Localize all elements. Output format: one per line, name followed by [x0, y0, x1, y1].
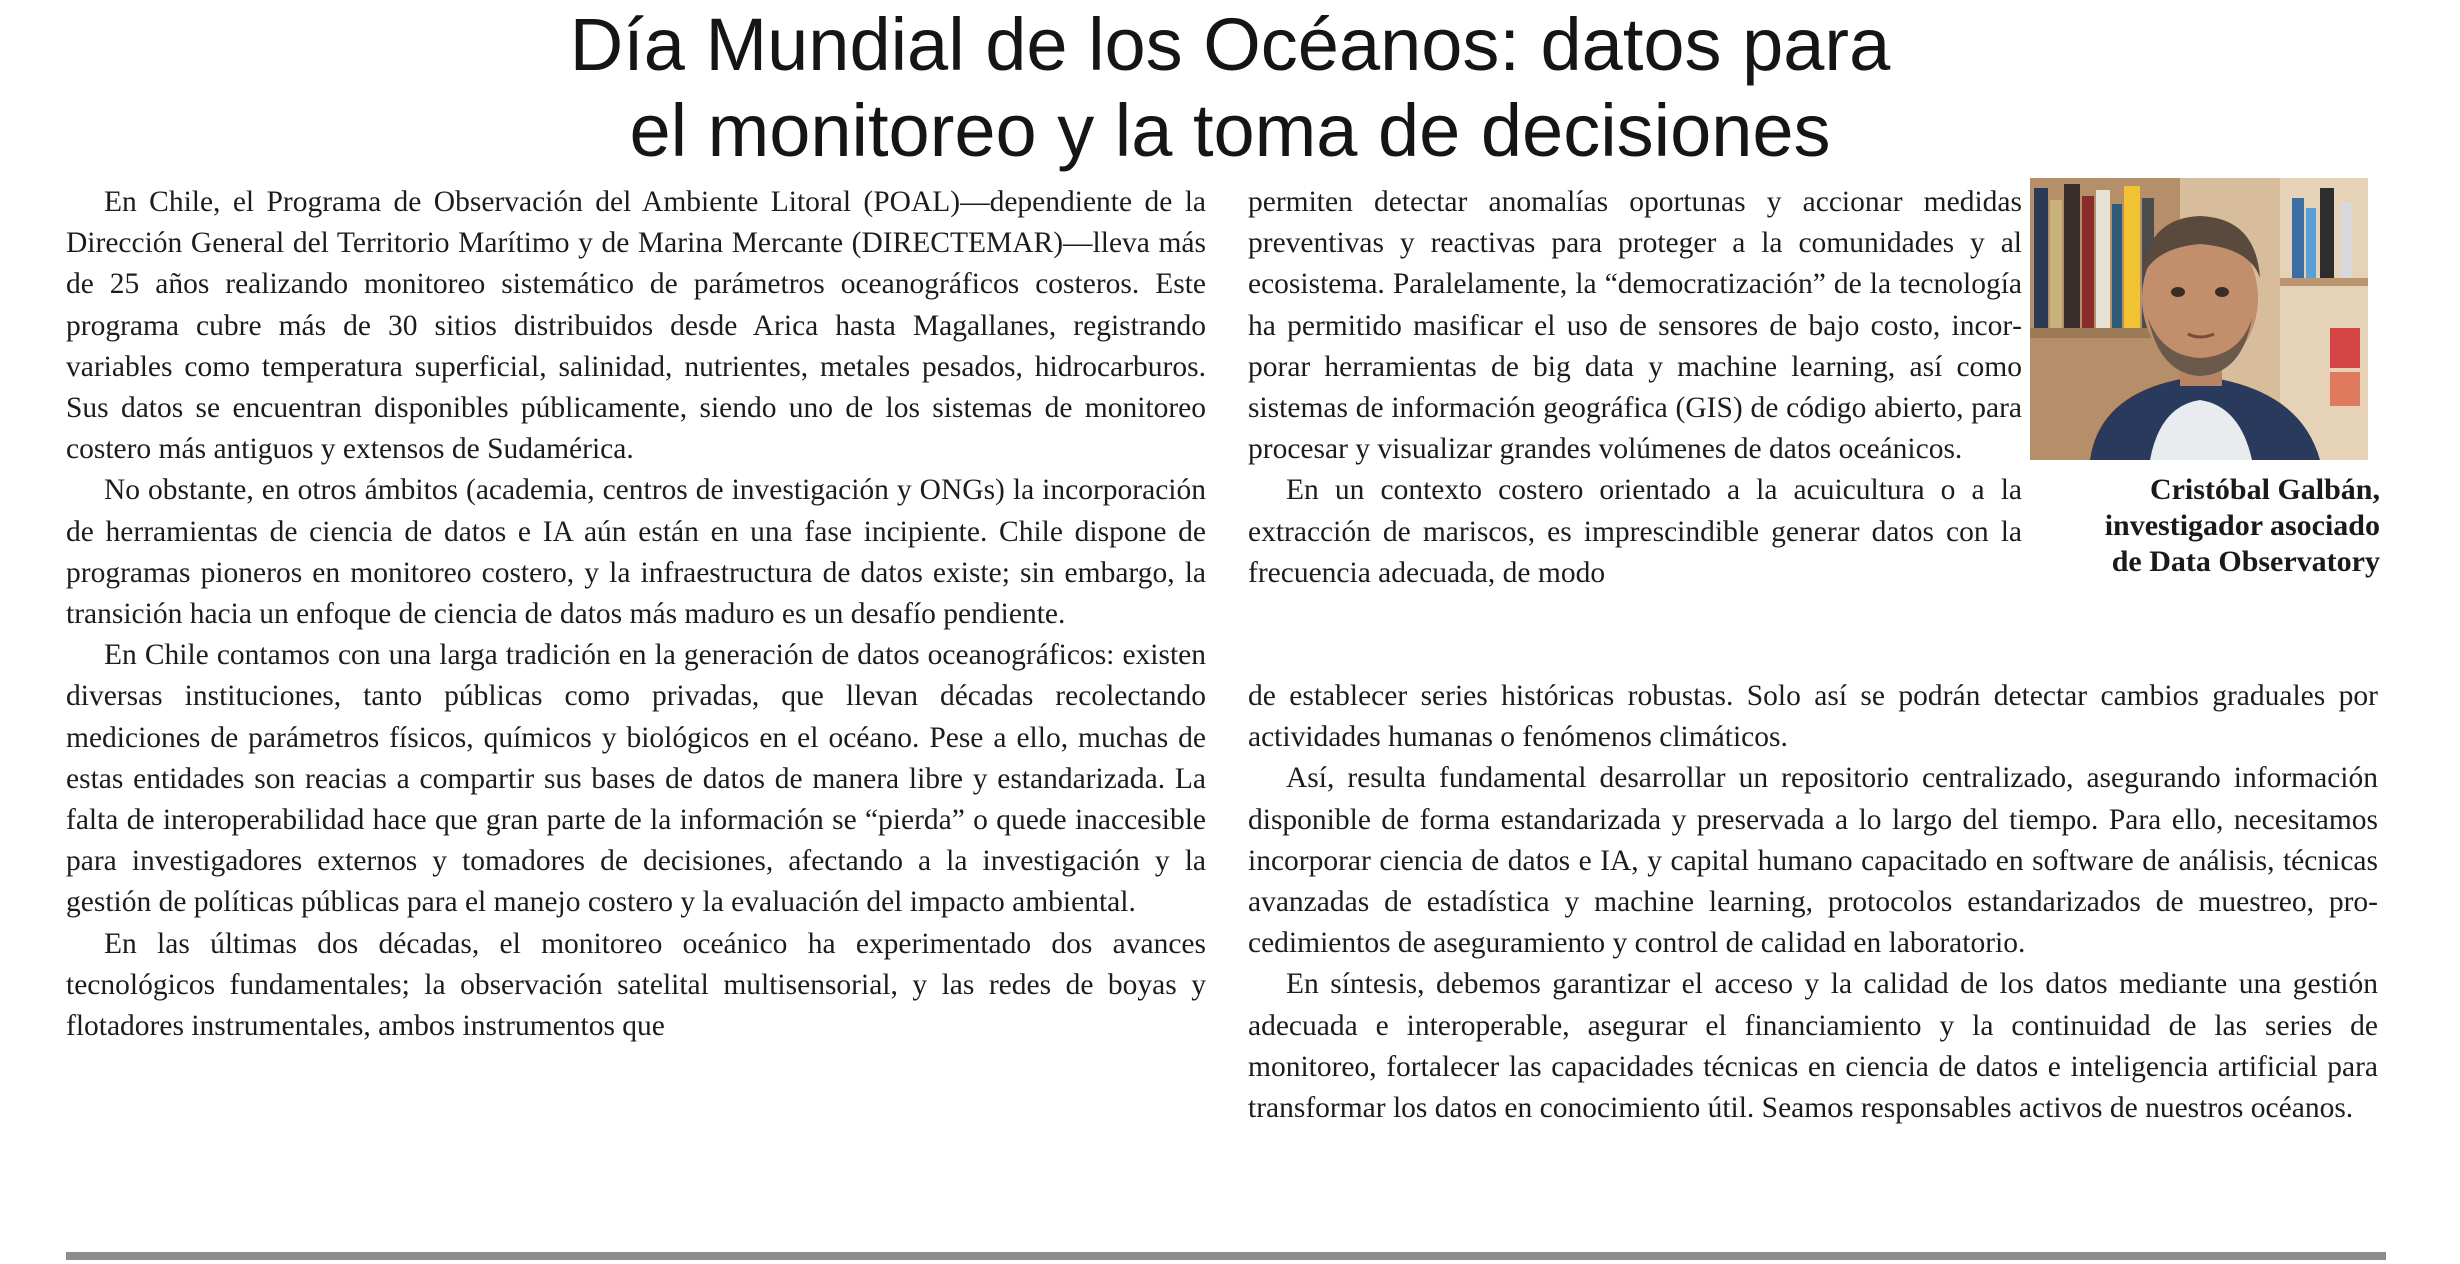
paragraph: En Chile contamos con una larga tradición en la generación de datos oceanográficos: existen diversas instituciones, tanto públicas como privadas, que llevan décadas recolectando mediciones de parámetros físicos, químicos y biológicos en el océano. Pese a ello, muchas de estas entidades son reacias a compartir sus bases de datos de manera libre y estandarizada. La falta de interoperabilidad hace que gran parte de la información se “pierda” o quede inaccesible para investigadores externos y tomadores de decisiones, afectando a la investigación y la gestión de políticas públicas para el manejo costero y la evaluación del impacto ambiental. [66, 639, 1206, 919]
headline-line-2: el monitoreo y la toma de decisiones [629, 89, 1831, 172]
paragraph-continued: de establecer series históricas robustas. Solo así se podrán detectar cambios graduales por actividades humanas o fenómenos climáticos. [1248, 680, 2378, 754]
paragraph: En Chile, el Programa de Observación del Ambiente Litoral (POAL)—dependiente de la Dirección General del Territorio Marítimo y de Marina Mercante (DIRECTEMAR)—lleva más de 25 años realizando monitoreo sistemático de parámetros oceanográficos costeros. Este programa cubre más de 30 sitios distribuidos desde Arica hasta Magallanes, registrando variables como temperatura superficial, salinidad, nutrientes, metales pesados, hidrocarburos. Sus datos se encuentran disponibles públicamente, siendo uno de los sistemas de monitoreo costero más antiguos y extensos de Sudamérica. [66, 186, 1206, 466]
article-column-right-top [1248, 182, 2022, 594]
bottom-divider [66, 1252, 2386, 1260]
article-column-right-bottom [1248, 676, 2378, 1129]
photo-caption [2020, 472, 2380, 580]
author-photo [2030, 178, 2368, 460]
caption-line-1: Cristóbal Galbán, [2149, 473, 2380, 506]
article-headline [0, 2, 2460, 174]
paragraph: En un contexto costero orientado a la acuicultura o a la extracción de mariscos, es imprescindible generar datos con la frecuencia adecuada, de modo [1248, 474, 2022, 589]
paragraph: En síntesis, debemos garantizar el acceso y la calidad de los datos mediante una gestión adecuada e interoperable, asegurar el financiamiento y la continuidad de las series de monitoreo, fortalecer las capacidades técnicas en ciencia de datos e inteligencia artificial para transformar los datos en conocimiento útil. Seamos responsables activos de nuestros océanos. [1248, 968, 2378, 1125]
headline-line-1: Día Mundial de los Océanos: datos para [569, 3, 1891, 86]
paragraph: Así, resulta fundamental desarrollar un repositorio centralizado, asegurando información disponible de forma estandarizada y preservada a lo largo del tiempo. Para ello, necesitamos incorporar ciencia de datos e IA, y capital humano capacitado en software de análisis, técnicas avanzadas de estadística y machine learning, protocolos estandarizados de muestreo, procedimientos de aseguramiento y control de calidad en laboratorio. [1248, 762, 2378, 960]
article-column-left [66, 182, 1206, 1047]
caption-line-2: investigador asociado [2104, 509, 2380, 542]
paragraph-continued: permiten detectar anomalías oportunas y accionar medidas preventivas y reactivas para proteger a la comunidades y al ecosistema. Paralelamente, la “democratización” de la tecnología ha permitido masificar el uso de sensores de bajo costo, incorporar herramientas de big data y machine learning, así como sistemas de información geográfica (GIS) de código abierto, para procesar y visualizar grandes volúmenes de datos oceánicos. [1248, 186, 2022, 466]
caption-line-3: de Data Observatory [2111, 545, 2380, 578]
portrait-image [2030, 178, 2368, 460]
paragraph: En las últimas dos décadas, el monitoreo oceánico ha experimentado dos avances tecnológicos fundamentales; la observación satelital multisensorial, y las redes de boyas y flotadores instrumentales, ambos instrumentos que [66, 927, 1206, 1043]
paragraph: No obstante, en otros ámbitos (academia, centros de investigación y ONGs) la incorporación de herramientas de ciencia de datos e IA aún están en una fase incipiente. Chile dispone de programas pioneros en monitoreo costero, y la infraestructura de datos existe; sin embargo, la transición hacia un enfoque de ciencia de datos más maduro es un desafío pendiente. [66, 474, 1206, 631]
